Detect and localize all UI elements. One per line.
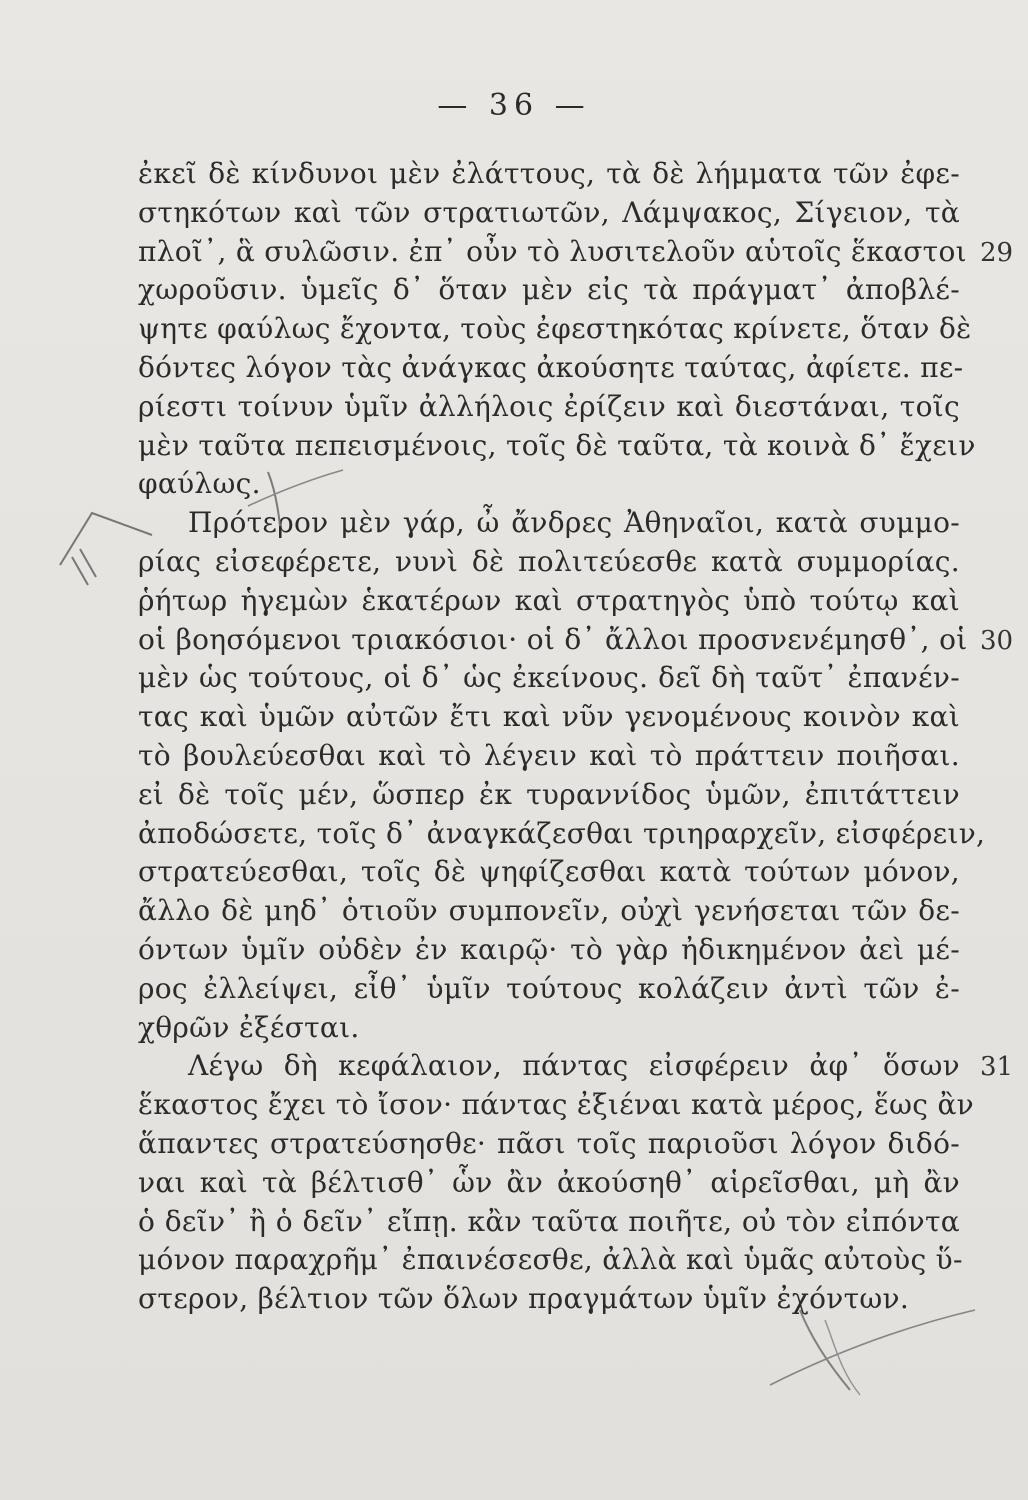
text-line: ἐκεῖ δὲ κίνδυνοι μὲν ἐλάττους, τὰ δὲ λήμματα τῶν ἐφε- bbox=[138, 157, 960, 190]
text-line: ρος ἐλλείψει, εἶθ᾽ ὑμῖν τούτους κολάζειν ἀντὶ τῶν ἐ- bbox=[138, 971, 960, 1005]
text-line: μὲν ταῦτα πεπεισμένοις, τοῖς δὲ ταῦτα, τὰ κοινὰ δ᾽ ἔχειν bbox=[138, 428, 976, 462]
text-line: στρατεύεσθαι, τοῖς δὲ ψηφίζεσθαι κατὰ τούτων μόνον, bbox=[138, 855, 960, 889]
text-line: στηκότων καὶ τῶν στρατιωτῶν, Λάμψακος, Σίγειον, τὰ bbox=[138, 195, 960, 229]
text-line: ὁ δεῖν᾽ ἢ ὁ δεῖν᾽ εἴπῃ. κἂν ταῦτα ποιῆτε, οὐ τὸν εἰπόντα bbox=[138, 1204, 960, 1238]
text-line: οἱ βοησόμενοι τριακόσιοι· οἱ δ᾽ ἄλλοι προσνενέμησθ᾽, οἱ bbox=[138, 622, 968, 656]
text-line: ἅπαντες στρατεύσησθε· πᾶσι τοῖς παριοῦσι λόγον διδό- bbox=[138, 1126, 960, 1160]
text-line: εἰ δὲ τοῖς μέν, ὥσπερ ἐκ τυραννίδος ὑμῶν, ἐπιτάττειν bbox=[138, 777, 960, 811]
text-line: Πρότερον μὲν γάρ, ὦ ἄνδρες Ἀθηναῖοι, κατὰ συμμο- bbox=[188, 506, 960, 540]
text-line: φαύλως. bbox=[138, 467, 261, 501]
margin-section-number: 29 bbox=[980, 237, 1014, 268]
text-line: χθρῶν ἐξέσται. bbox=[138, 1010, 360, 1044]
text-line: ἕκαστος ἔχει τὸ ἴσον· πάντας ἐξιέναι κατὰ μέρος, ἕως ἂν bbox=[138, 1088, 975, 1122]
body-text bbox=[138, 155, 986, 1319]
text-line: όντων ὑμῖν οὐδὲν ἐν καιρῷ· τὸ γὰρ ἠδικημένον ἀεὶ μέ- bbox=[138, 932, 960, 966]
text-line: Λέγω δὴ κεφάλαιον, πάντας εἰσφέρειν ἀφ᾽ ὅσων bbox=[188, 1049, 960, 1083]
text-line: ῥήτωρ ἡγεμὼν ἑκατέρων καὶ στρατηγὸς ὑπὸ τούτῳ καὶ bbox=[138, 583, 960, 617]
text-line: δόντες λόγον τὰς ἀνάγκας ἀκούσητε ταύτας, ἀφίετε. πε- bbox=[138, 350, 964, 384]
text-line: ναι καὶ τὰ βέλτισθ᾽ ὧν ἂν ἀκούσηθ᾽ αἱρεῖσθαι, μὴ ἂν bbox=[138, 1165, 960, 1199]
text-line: ἀποδώσετε, τοῖς δ᾽ ἀναγκάζεσθαι τριηραρχεῖν, εἰσφέρειν, bbox=[138, 816, 986, 850]
text-line: πλοῖ᾽, ἃ συλῶσιν. ἐπ᾽ οὖν τὸ λυσιτελοῦν αὑτοῖς ἕκαστοι bbox=[138, 234, 967, 268]
margin-section-number: 31 bbox=[980, 1052, 1014, 1083]
page-number: — 36 — bbox=[437, 88, 591, 123]
text-line: ἄλλο δὲ μηδ᾽ ὁτιοῦν συμπονεῖν, οὐχὶ γενήσεται τῶν δε- bbox=[138, 894, 960, 928]
text-line: χωροῦσιν. ὑμεῖς δ᾽ ὅταν μὲν εἰς τὰ πράγματ᾽ ἀποβλέ- bbox=[138, 273, 960, 307]
text-line: ρίεστι τοίνυν ὑμῖν ἀλλήλοις ἐρίζειν καὶ διεστάναι, τοῖς bbox=[138, 389, 960, 423]
text-line: μόνον παραχρῆμ᾽ ἐπαινέσεσθε, ἀλλὰ καὶ ὑμᾶς αὐτοὺς ὕ- bbox=[138, 1243, 963, 1277]
text-line: τὸ βουλεύεσθαι καὶ τὸ λέγειν καὶ τὸ πράττειν ποιῆσαι. bbox=[138, 738, 960, 772]
text-line: στερον, βέλτιον τῶν ὅλων πραγμάτων ὑμῖν ἐχόντων. bbox=[138, 1282, 910, 1316]
text-line: μὲν ὡς τούτους, οἱ δ᾽ ὡς ἐκείνους. δεῖ δὴ ταῦτ᾽ ἐπανέν- bbox=[138, 661, 960, 695]
text-line: τας καὶ ὑμῶν αὐτῶν ἔτι καὶ νῦν γενομένους κοινὸν καὶ bbox=[138, 700, 960, 734]
margin-section-number: 30 bbox=[980, 625, 1014, 656]
text-line: ρίας εἰσεφέρετε, νυνὶ δὲ πολιτεύεσθε κατὰ συμμορίας. bbox=[138, 544, 960, 578]
text-line: ψητε φαύλως ἔχοντα, τοὺς ἐφεστηκότας κρίνετε, ὅταν δὲ bbox=[138, 312, 972, 346]
